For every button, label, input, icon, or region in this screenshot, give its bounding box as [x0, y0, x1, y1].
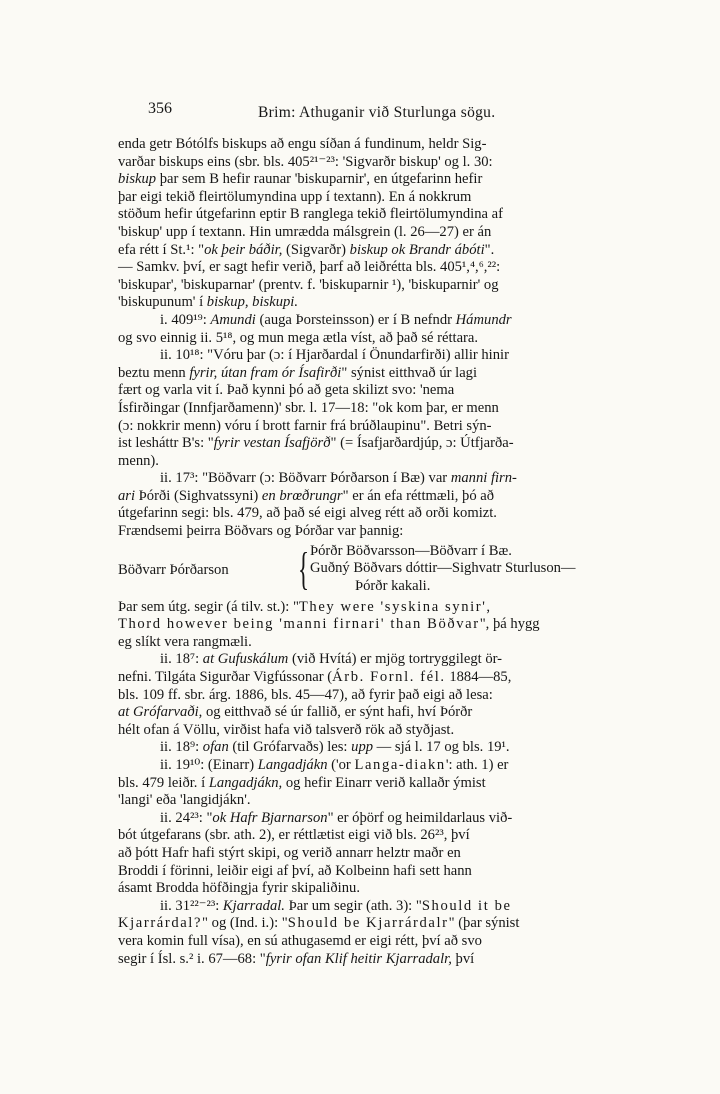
text-line: segir í Ísl. s.² i. 67—68: "fyrir ofan Klif heitir Kjarradalr, því [118, 950, 475, 967]
text-line: ii. 17³: "Böðvarr (ɔ: Böðvarr Þórðarson í Bæ) var manni firn- [160, 470, 517, 487]
text-line: Frændsemi þeirra Böðvars og Þórðar var þannig: [118, 523, 404, 540]
text-line: — Samkv. því, er sagt hefir verið, þarf að leiðrétta bls. 405¹,⁴,⁶,²²: [118, 259, 501, 276]
text-line: að þótt Hafr hafi stýrt skipi, og verið annarr helztr maðr en [118, 844, 461, 861]
text-line: beztu menn fyrir, útan fram ór Ísafirði" sýnist eitthvað úr lagi [118, 364, 478, 381]
page-number: 356 [148, 100, 172, 117]
text-line: eg slíkt vera rangmæli. [118, 633, 252, 650]
text-line: ari Þórði (Sighvatssyni) en brœðrungr" er án efa réttmæli, þó að [118, 487, 495, 504]
paragraph-ii-24 [118, 810, 653, 898]
text-line: ist lesháttr B's: "fyrir vestan Ísafjörð" (= Ísafjarðardjúp, ɔ: Útfjarða- [118, 435, 514, 452]
text-line: Þar sem útg. segir (á tilv. st.): "They were 'syskina synir', [118, 598, 492, 615]
text-line: fært og varla vit í. Það kynni þó að geta skilizt svo: 'nema [118, 382, 455, 399]
text-line: enda getr Bótólfs biskups að engu síðan á fundinum, heldr Sig- [118, 136, 487, 152]
genealogy-line: Þórðr kakali. [355, 577, 431, 594]
genealogy-line: Þórðr Böðvarsson—Böðvarr í Bæ. [310, 542, 512, 559]
text-line: menn). [118, 452, 159, 469]
text-line: stöðum hefir útgefarinn eptir B ranglega tekið fleirtölumyndina af [118, 206, 503, 223]
text-line: ii. 31²²⁻²³: Kjarradal. Þar um segir (ath. 3): "Should it be [160, 897, 512, 914]
text-line: Ísfirðingar (Innfjarðamenn)' sbr. l. 17—18: "ok kom þar, er menn [118, 399, 499, 416]
paragraph-editor-quote [118, 599, 653, 652]
text-line: bót útgefarans (sbr. ath. 2), er réttlætist eigi við bls. 26²³, því [118, 827, 470, 844]
text-line: (ɔ: nokkrir menn) vóru í brott farnir frá brúðlaupinu". Betri sýn- [118, 417, 492, 434]
paragraph-i-409 [118, 312, 653, 347]
brace-symbol: { [298, 542, 310, 594]
genealogy-line: Guðný Böðvars dóttir—Sighvatr Sturluson— [310, 560, 576, 577]
text-line: bls. 109 ff. sbr. árg. 1886, bls. 45—47), að fyrir það eigi að lesa: [118, 686, 493, 703]
paragraph-ii-17 [118, 470, 653, 540]
text-line: útgefarinn segi: bls. 479, að það sé eigi alveg rétt að orði komizt. [118, 505, 497, 522]
text-line: biskup þar sem B hefir raunar 'biskuparnir', en útgefarinn hefir [118, 171, 483, 188]
text-line: hélt ofan á Völlu, virðist hafa við talsverð rök að styðjast. [118, 721, 455, 738]
text-line: vera komin full vísa), en sú athugasemd er eigi rétt, því að svo [118, 932, 482, 949]
text-line: efa rétt í St.¹: "ok þeir báðir, (Sigvarðr) biskup ok Brandr ábóti". [118, 241, 495, 258]
text-line: þar eigi tekið fleirtölumyndina upp í textann). En á nokkrum [118, 188, 472, 205]
text-line: Broddi í förinni, leiðir eigi af því, að Kolbeinn hafi sett hann [118, 862, 472, 879]
text-line: Thord however being 'manni firnari' than Böðvar", þá hygg [118, 616, 540, 633]
genealogy-branches [310, 543, 576, 596]
paragraph-ii-31 [118, 898, 653, 968]
text-line: 'langi' eða 'langidjákn'. [118, 792, 251, 809]
paragraph-ii-18-9 [118, 739, 653, 757]
text-line: 'biskup' upp í textann. Hin umrædda málsgrein (l. 26—27) er án [118, 223, 492, 240]
text-line: ásamt Brodda höfðingja fyrir skipaliðinu. [118, 880, 360, 897]
text-line: 'biskupunum' í biskup, biskupi. [118, 294, 298, 311]
genealogy-table [118, 543, 653, 597]
running-head: Brim: Athuganir við Sturlunga sögu. [258, 104, 496, 121]
text-line: at Grófarvaði, og eitthvað sé úr fallið, er sýnt hafi, hví Þórðr [118, 704, 473, 721]
text-line: bls. 479 leiðr. í Langadjákn, og hefir Einarr verið kallaðr ýmist [118, 774, 486, 791]
genealogy-root: Böðvarr Þórðarson [118, 561, 229, 578]
page-header [148, 100, 570, 130]
paragraph-bishops [118, 136, 653, 312]
text-line: og svo einnig ii. 5¹⁸, og mun mega ætla víst, að það sé réttara. [118, 329, 479, 346]
paragraph-ii-18-7 [118, 651, 653, 739]
text-line: ii. 18⁷: at Gufuskálum (við Hvítá) er mjög tortryggilegt ör- [160, 651, 503, 668]
text-line: 'biskupar', 'biskuparnar' (prentv. f. 'biskuparnir ¹), 'biskuparnir' og [118, 276, 499, 293]
text-line: ii. 24²³: "ok Hafr Bjarnarson" er óþörf og heimildarlaus við- [160, 809, 513, 826]
text-line: varðar biskups eins (sbr. bls. 405²¹⁻²³: 'Sigvarðr biskup' og l. 30: [118, 153, 493, 170]
text-line: ii. 10¹⁸: "Vóru þar (ɔ: í Hjarðardal í Önundarfirði) allir hinir [160, 347, 509, 364]
text-line: Kjarrárdal?" og (Ind. i.): "Should be Kjarrárdalr" (þar sýnist [118, 915, 520, 932]
text-line: nefni. Tilgáta Sigurðar Vigfússonar (Árb. Fornl. fél. 1884—85, [118, 669, 512, 686]
text-line: ii. 19¹⁰: (Einarr) Langadjákn ('or Langa-diakn': ath. 1) er [160, 757, 509, 773]
main-text [118, 136, 653, 968]
text-line: ii. 18⁹: ofan (til Grófarvaðs) les: upp — sjá l. 17 og bls. 19¹. [160, 739, 510, 756]
paragraph-ii-10 [118, 347, 653, 470]
paragraph-ii-19 [118, 757, 653, 810]
text-line: i. 409¹⁹: Amundi (auga Þorsteinsson) er í B nefndr Hámundr [160, 311, 512, 328]
